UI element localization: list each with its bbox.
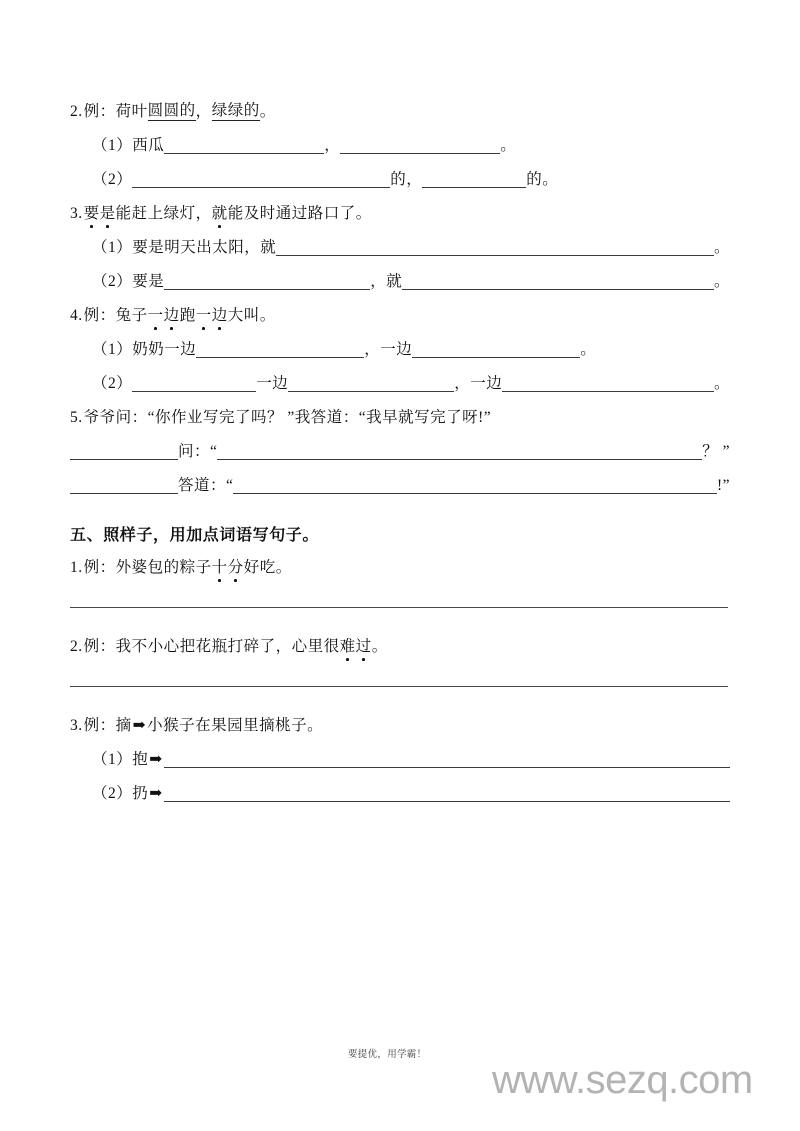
section-5-item-3-sub-2 bbox=[70, 777, 730, 811]
question-2-sub-1 bbox=[70, 129, 730, 163]
answer-blank[interactable] bbox=[164, 786, 730, 803]
answer-blank[interactable] bbox=[412, 342, 580, 359]
question-2-sub-2-tail: 的。 bbox=[526, 171, 559, 189]
section-5-item-1-number: 1. bbox=[70, 559, 83, 577]
section-5-heading: 五、照样子，用加点词语写句子。 bbox=[70, 526, 320, 544]
answer-blank[interactable] bbox=[217, 444, 702, 461]
question-4-sub-2-mid-1: 一边 bbox=[256, 375, 289, 393]
emphasis-word-2: 一边 bbox=[195, 307, 228, 325]
answer-blank[interactable] bbox=[276, 240, 714, 257]
question-2-number: 2. bbox=[70, 103, 83, 121]
question-5-row-2-end: !” bbox=[716, 477, 730, 495]
emphasis-char: 要 bbox=[83, 205, 100, 223]
question-2-sub-2-mid: 的， bbox=[390, 171, 423, 189]
answer-blank[interactable] bbox=[164, 274, 370, 291]
answer-blank[interactable] bbox=[164, 138, 324, 155]
spacer bbox=[70, 664, 730, 686]
question-3-sub-2 bbox=[70, 265, 730, 299]
section-5-item-3-text-0: 小猴子在果园里摘桃子。 bbox=[147, 717, 324, 735]
question-2-text-mid: ， bbox=[195, 103, 212, 121]
question-2-sub-1-end: 。 bbox=[500, 137, 517, 155]
section-5-item-3-sub-1-number: （1） bbox=[92, 751, 133, 769]
question-5-row-2 bbox=[70, 469, 730, 503]
answer-blank[interactable] bbox=[164, 752, 730, 769]
question-3-sub-1 bbox=[70, 231, 730, 265]
emphasis-char: 过 bbox=[355, 638, 372, 656]
question-5-row-1 bbox=[70, 435, 730, 469]
answer-blank[interactable] bbox=[233, 478, 717, 495]
question-3-text-2: 能及时通过路口了。 bbox=[227, 205, 372, 223]
question-3-sub-2-end: 。 bbox=[713, 273, 730, 291]
section-5-item-2-number: 2. bbox=[70, 638, 83, 656]
question-5-number: 5. bbox=[70, 409, 83, 427]
section-5-item-2-text-1: 。 bbox=[371, 638, 388, 656]
question-4-sub-1-mid: ，一边 bbox=[364, 341, 413, 359]
emphasis-char: 分 bbox=[227, 559, 244, 577]
section-5-item-3-sub-2-number: （2） bbox=[92, 785, 133, 803]
question-4-text-2: 大叫。 bbox=[227, 307, 276, 325]
question-2-underlined-phrase-2: 绿绿的 bbox=[211, 102, 260, 120]
emphasis-char: 难 bbox=[339, 638, 356, 656]
question-3-sub-1-number: （1） bbox=[92, 239, 133, 257]
question-2-sub-2 bbox=[70, 163, 730, 197]
question-4-label: 例： bbox=[83, 307, 116, 325]
section-5-item-1-label: 例： bbox=[83, 559, 116, 577]
question-4-sub-2-mid-2: ，一边 bbox=[454, 375, 503, 393]
answer-blank[interactable] bbox=[132, 376, 256, 393]
question-2-sub-2-number: （2） bbox=[92, 171, 133, 189]
question-3-text-1: 能赶上绿灯， bbox=[115, 205, 212, 223]
section-5-item-3-word: 摘 bbox=[115, 717, 132, 735]
answer-blank[interactable] bbox=[402, 274, 714, 291]
question-4-text-1: 跑 bbox=[179, 307, 196, 325]
answer-blank[interactable] bbox=[132, 172, 390, 189]
question-4-sub-2 bbox=[70, 367, 730, 401]
question-3-sub-1-lead: 要是明天出太阳，就 bbox=[132, 239, 277, 257]
section-5-item-3-sub-1-word: 抱 bbox=[132, 751, 149, 769]
question-2-sub-1-mid: ， bbox=[324, 137, 341, 155]
question-2-sub-1-lead: 西瓜 bbox=[132, 137, 165, 155]
question-3-sub-2-number: （2） bbox=[92, 273, 133, 291]
question-4-sub-1-number: （1） bbox=[92, 341, 133, 359]
spacer bbox=[70, 608, 730, 630]
question-5-row-1-mid: 问：“ bbox=[178, 443, 218, 461]
spacer bbox=[70, 687, 730, 709]
question-4-example bbox=[70, 299, 730, 333]
section-5-item-1-text-0: 外婆包的粽子 bbox=[115, 559, 212, 577]
question-4-text-0: 兔子 bbox=[115, 307, 148, 325]
question-4-sub-2-number: （2） bbox=[92, 375, 133, 393]
question-5-example bbox=[70, 401, 730, 435]
right-arrow-icon: ➡ bbox=[132, 717, 147, 735]
answer-blank[interactable] bbox=[422, 172, 526, 189]
question-3-sub-1-end: 。 bbox=[713, 239, 730, 257]
question-2-sub-1-number: （1） bbox=[92, 137, 133, 155]
question-4-sub-1 bbox=[70, 333, 730, 367]
question-2-underlined-phrase-1: 圆圆的 bbox=[147, 102, 196, 120]
section-5-item-3-label: 例： bbox=[83, 717, 116, 735]
answer-blank[interactable] bbox=[70, 478, 178, 495]
section-5-item-3-number: 3. bbox=[70, 717, 83, 735]
answer-blank[interactable] bbox=[196, 342, 364, 359]
spacer bbox=[70, 503, 730, 515]
question-3-number: 3. bbox=[70, 205, 83, 223]
question-3-sub-2-lead: 要是 bbox=[132, 273, 165, 291]
answer-blank[interactable] bbox=[288, 376, 454, 393]
emphasis-char: 就 bbox=[211, 205, 228, 223]
right-arrow-icon: ➡ bbox=[149, 785, 163, 803]
emphasis-char: 十 bbox=[211, 559, 228, 577]
answer-blank[interactable] bbox=[340, 138, 500, 155]
spacer bbox=[70, 585, 730, 607]
section-5-item-2-label: 例： bbox=[83, 638, 116, 656]
question-4-sub-2-end: 。 bbox=[713, 375, 730, 393]
question-2-label: 例： bbox=[83, 103, 116, 121]
answer-blank[interactable] bbox=[502, 376, 714, 393]
footer-note: 要提优，用学霸！ bbox=[348, 1050, 427, 1060]
section-5-item-3-sub-1 bbox=[70, 743, 730, 777]
section-5-item-3-example bbox=[70, 709, 730, 743]
question-4-sub-1-end: 。 bbox=[580, 341, 597, 359]
question-5-row-2-mid: 答道：“ bbox=[178, 477, 234, 495]
section-5-item-1-text-1: 好吃。 bbox=[243, 559, 292, 577]
section-5-item-2-text-0: 我不小心把花瓶打碎了，心里很 bbox=[115, 638, 340, 656]
right-arrow-icon: ➡ bbox=[149, 751, 163, 769]
question-2-example bbox=[70, 95, 730, 129]
question-3-example bbox=[70, 197, 730, 231]
section-5-item-3-sub-2-word: 扔 bbox=[132, 785, 149, 803]
section-5-item-2-example bbox=[70, 630, 730, 664]
question-2-text-a: 荷叶 bbox=[115, 103, 148, 121]
answer-blank[interactable] bbox=[70, 444, 178, 461]
question-2-text-end: 。 bbox=[259, 103, 276, 121]
question-5-row-1-end: ？ ” bbox=[702, 443, 730, 461]
question-4-number: 4. bbox=[70, 307, 83, 325]
worksheet-content bbox=[70, 95, 730, 811]
question-4-sub-1-lead: 奶奶一边 bbox=[132, 341, 197, 359]
question-5-sentence: 爷爷问：“你作业写完了吗？ ”我答道：“我早就写完了呀!” bbox=[83, 409, 492, 427]
emphasis-word-1: 一边 bbox=[147, 307, 180, 325]
question-3-sub-2-mid: ，就 bbox=[370, 273, 403, 291]
section-5-item-1-example bbox=[70, 551, 730, 585]
site-watermark: www.sezq.com bbox=[492, 1058, 753, 1102]
emphasis-char: 是 bbox=[99, 205, 116, 223]
